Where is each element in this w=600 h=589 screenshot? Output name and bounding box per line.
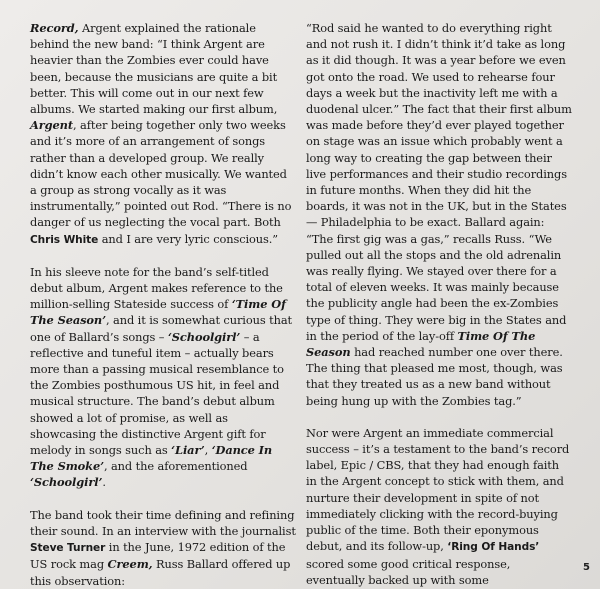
title-italic: Creem,	[107, 557, 153, 572]
text-run: , and the aforementioned	[103, 459, 248, 474]
title-italic: Time Of The Season	[306, 328, 536, 360]
title-italic: ‘Liar’	[171, 443, 205, 458]
text-run: , and it is somewhat curious that one of Ballard’s songs –	[30, 313, 292, 344]
title-italic: Record,	[30, 21, 79, 35]
text-run: – a reflective and tuneful item – actually bears more than a passing musical resemblance to the Zombies posthumous US hit, in feel and musical structure. The band’s debut album showed a lot of promise, as well as showcasing the distinctive Argent gift for melody in songs such as	[30, 329, 284, 458]
text-run: in the June, 1972 edition of the US rock mag	[30, 540, 286, 572]
text-run: .	[102, 475, 106, 490]
title-italic: ‘Time Of The Season’	[30, 297, 286, 328]
left-column	[30, 20, 296, 589]
title-italic: ‘Dance In The Smoke’	[30, 443, 273, 474]
paragraph	[30, 20, 296, 248]
name-bold: Chris White	[30, 233, 99, 246]
paragraph	[30, 264, 296, 491]
text-run: , after being together only two weeks and it’s more of an arrangement of songs rather than a developed group. We really didn’t know each other musically. We wanted a group as strong vocally as it was instrumentally,” pointed out Rod. “There is no danger of us neglecting the vocal part. Both	[30, 118, 292, 230]
text-run: The band took their time defining and refining their sound. In an interview with the journalist	[30, 507, 296, 538]
text-run: and I are very lyric conscious.”	[98, 231, 279, 246]
text-run: ,	[204, 443, 212, 458]
title-italic: Argent	[30, 118, 73, 133]
title-italic: ‘Schoolgirl’	[167, 329, 241, 344]
title-italic: ‘Schoolgirl’	[30, 475, 103, 490]
paragraph	[30, 507, 296, 589]
text-run: In his sleeve note for the band’s self-titled debut album, Argent makes reference to the million-selling Stateside success of	[30, 264, 283, 312]
text-run: scored some good critical response, eventually backed up with some	[306, 556, 511, 587]
text-run: Russ Ballard offered up this observation:	[30, 557, 291, 588]
paragraph	[306, 425, 572, 588]
right-column	[306, 20, 572, 588]
paragraph	[306, 20, 572, 409]
text-run: “Rod said he wanted to do everything right and not rush it. I didn’t think it’d take as long as it did though. It was a year before we even got onto the road. We used to rehearse four days a week but the inactivity left me with a duodenal ulcer.” The fact that their first album was made before they’d ever played together on stage was an issue which probably went a long way to creating the gap between their live performances and their studio recordings in future months. When they did hit the boards, it was not in the UK, but in the States — Philadelphia to be exact. Ballard again: “The first gig was a gas,” recalls Russ. “We pulled out all the stops and the old adrenalin was really flying. We stayed over there for a total of eleven weeks. It was mainly because the publicity angle had been the ex-Zombies type of thing. They were big in the States and in the period of the lay-off	[306, 21, 572, 343]
page-number: 5	[583, 562, 590, 573]
name-bold: ‘Ring Of Hands’	[447, 541, 540, 554]
text-run: Nor were Argent an immediate commercial success – it’s a testament to the band’s record label, Epic / CBS, that they had enough faith in the Argent concept to stick with them, and nurture their development in spite of not immediately clicking with the record-buying public of the time. Both their eponymous debut, and its follow-up,	[306, 425, 570, 554]
text-run: had reached number one over there. The thing that pleased me most, though, was that they treated us as a new band without being hung up with the Zombies tag.”	[306, 345, 563, 408]
text-run: Argent explained the rationale behind the new band: “I think Argent are heavier than the Zombies ever could have been, because the musicians are quite a bit better. This will come out in our next few albums. We started making our first album,	[30, 21, 278, 117]
name-bold: Steve Turner	[30, 542, 106, 555]
